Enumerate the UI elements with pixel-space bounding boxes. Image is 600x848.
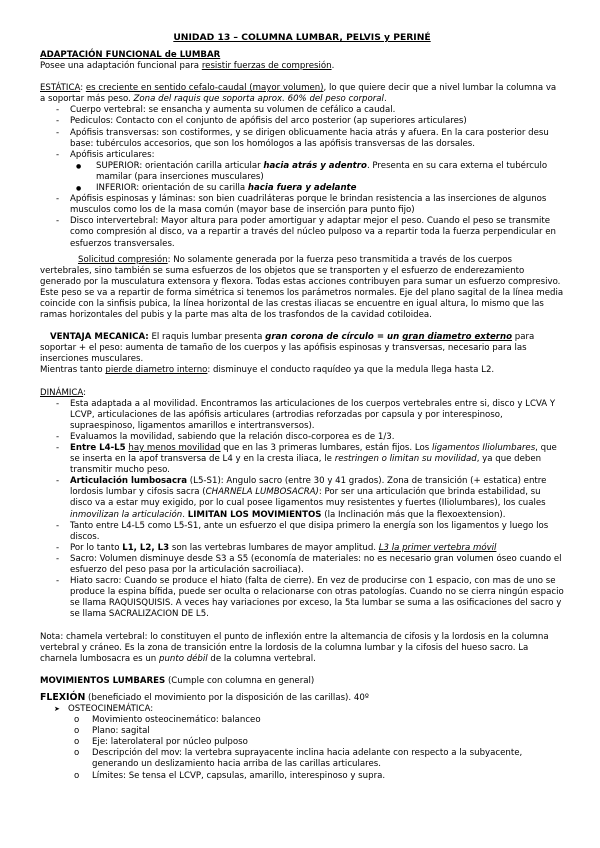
osteo-list (40, 704, 564, 715)
list-item: - Apófisis articulares: (40, 150, 564, 161)
list-item: - Disco intervertebral: Mayor altura para poder amortiguar y adaptar mejor el peso. Cuando el peso se transmite como compresión al disco, va a repartir a través del núcleo pulposo va a repartir toda la fuerza perpendicular en esfuerzos transversales. (40, 216, 564, 249)
list-item: o Límites: Se tensa el LCVP, capsulas, amarillo, interespinoso y supra. (68, 771, 564, 782)
list-item: - Evaluamos la movilidad, sabiendo que la relación disco-corporea es de 1/3. (40, 432, 564, 443)
dinamica-list (40, 399, 564, 621)
list-item: o Plano: sagital (68, 726, 564, 737)
list-item: - Apófisis transversas: son costiformes, y se dirigen oblicuamente hacia atrás y afuera. En la cara posterior desu base: tubérculos accesorios, que son los homólogos a las apófisis transversas de las dorsales. (40, 128, 564, 150)
nota-paragraph: Nota: chamela vertebral: lo constituyen el punto de inflexión entre la altemancia de cifosis y la lordosis en la columna vertebral y cráneo. Es la zona de transición entre la lordosis de la columna lumbar y la cifosis del hueso sacro. La charnela lumbosacra es un punto débil de la columna vertebral. (40, 631, 549, 664)
estatica-list-cont (40, 194, 564, 249)
estatica-label: ESTÁTICA (40, 83, 81, 94)
list-item: - Tanto entre L4-L5 como L5-S1, ante un esfuerzo el que disipa primero la energía son los ligamentos y luego los discos. (40, 521, 564, 543)
list-item: o Descripción del mov: la vertebra suprayacente inclina hacia adelante con respecto a la subyacente, generando un deslizamiento hacia arriba de las carillas articulares. (68, 748, 564, 770)
list-item: o Movimiento osteocinemático: balanceo (68, 715, 564, 726)
page-title: UNIDAD 13 – COLUMNA LUMBAR, PELVIS y PERINÉ (173, 32, 431, 43)
list-item: - Apófisis espinosas y láminas: son bien cuadriláteras porque le brindan resistencia a las inserciones de algunos musculos como los de la masa común (mayor base de inserción para punto fijo) (40, 194, 564, 216)
flexion-sublist (68, 715, 564, 782)
list-item: - Sacro: Volumen disminuye desde S3 a S5 (economía de materiales: no es necesario gran volumen óseo cuando el esfuerzo del peso pasa por la articulación sacroiliaca). (40, 554, 564, 576)
list-item: - Hiato sacro: Cuando se produce el hiato (falta de cierre). En vez de producirse con 1 espacio, con mas de uno se produce la espina bífida, puede ser oculta o relacionarse con otras patologías. Cuando no se cierra ningún espacio se llama RAQUISQUISIS. A veces hay variaciones por exceso, la 5ta lumbar se suma a las osificaciones del sacro y se llama SACRALIZACION DE L5. (40, 576, 564, 620)
list-item: o Eje: laterolateral por núcleo pulposo (68, 737, 564, 748)
estatica-paragraph: ESTÁTICA: es creciente en sentido cefalo-caudal (mayor volumen), lo que quiere decir que a nivel lumbar la columna va a soportar más peso. Zona del raquis que soporta aprox. 60% del peso corporal. (40, 83, 557, 105)
articulares-sublist (70, 161, 564, 194)
adaptacion-intro: Posee una adaptación funcional para resistir fuerzas de compresión. (40, 61, 335, 72)
dinamica-heading: DINÁMICA: (40, 387, 87, 398)
list-item: ● INFERIOR: orientación de su carilla hacia fuera y adelante (70, 183, 564, 194)
list-item: - Articulación lumbosacra (L5-S1): Angulo sacro (entre 30 y 41 grados). Zona de transición (+ estatica) entre lordosis lumbar y cifosis sacra (CHARNELA LUMBOSACRA): Por ser una articulación que brinda estabilidad, su disco va a estar muy exigido, por lo cual posee ligamentos muy resistentes y fuertes (Iliolumbares), los cuales inmovilizan la articulación. LIMITAN LOS MOVIMIENTOS (la Inclinación más que la flexoextension). (40, 476, 564, 520)
document-page (40, 32, 564, 782)
list-item: - Esta adaptada a al movilidad. Encontramos las articulaciones de los cuerpos vertebrales entre si, disco y LCVA Y LCVP, articulaciones de las apófisis articulares (artrodias reforzadas por capsula y por interespinoso, supraespinoso, ligamentos amarillos e intertransversos). (40, 399, 564, 432)
list-item: - Por lo tanto L1, L2, L3 son las vertebras lumbares de mayor amplitud. L3 la primer vertebra móvil (40, 543, 564, 554)
list-item: - Pediculos: Contacto con el conjunto de apófisis del arco posterior (ap superiores articulares) (40, 116, 564, 127)
section-heading-adaptacion: ADAPTACIÓN FUNCIONAL de LUMBAR (40, 50, 221, 60)
movimientos-heading: MOVIMIENTOS LUMBARES (Cumple con columna en general) (40, 675, 315, 686)
solicitud-paragraph: Solicitud compresión: No solamente generada por la fuerza peso transmitida a través de los cuerpos vertebrales, sino también se suma esfuerzos de los objetos que se transporten y el esfuerzo de enderezamiento generado por la musculatura extensora y flexora. Todas estas acciones contribuyen para sumar un esfuerzo compresivo. (40, 254, 561, 287)
list-item: - Cuerpo vertebral: se ensancha y aumenta su volumen de cefálico a caudal. (40, 105, 564, 116)
solicitud-paragraph-2: Este peso se va a repartir de forma simétrica si tenemos los parámetros normales. Eje del plano sagital de la línea media coincide con la sinfisis pubica, la línea horizontal de las crestas iliacas se encuentre en igual altura, lo mismo que las ramas horizontales del pubis y la parte mas alta de los trasfondos de la cavidad cotiloidea. (40, 287, 564, 321)
list-item: ● SUPERIOR: orientación carilla articular hacia atrás y adentro. Presenta en su cara externa el tubérculo mamilar (para inserciones musculares) (70, 161, 564, 183)
estatica-list (40, 105, 564, 160)
list-item: - Entre L4-L5 hay menos movilidad que en las 3 primeras lumbares, están fijos. Los ligamentos Iliolumbares, que se inserta en la apof transversa de L4 y en la cresta iliaca, le restringen o limitan su movilidad, ya que deben transmitir mucho peso. (40, 443, 564, 476)
ventaja-line-2: Mientras tanto pierde diametro interno: disminuye el conducto raquídeo ya que la medula llega hasta L2. (40, 365, 495, 376)
ventaja-paragraph: VENTAJA MECANICA: El raquis lumbar presenta gran corona de círculo = un gran diametro externo para soportar + el peso: aumenta de tamaño de los cuerpos y las apófisis espinosas y transversas, necesario para las inserciones musculares. (40, 332, 535, 365)
list-item: ➤ OSTEOCINEMÁTICA: (40, 704, 564, 715)
flexion-heading: FLEXIÓN (beneficiado el movimiento por la disposición de las carillas). 40º (40, 691, 369, 703)
